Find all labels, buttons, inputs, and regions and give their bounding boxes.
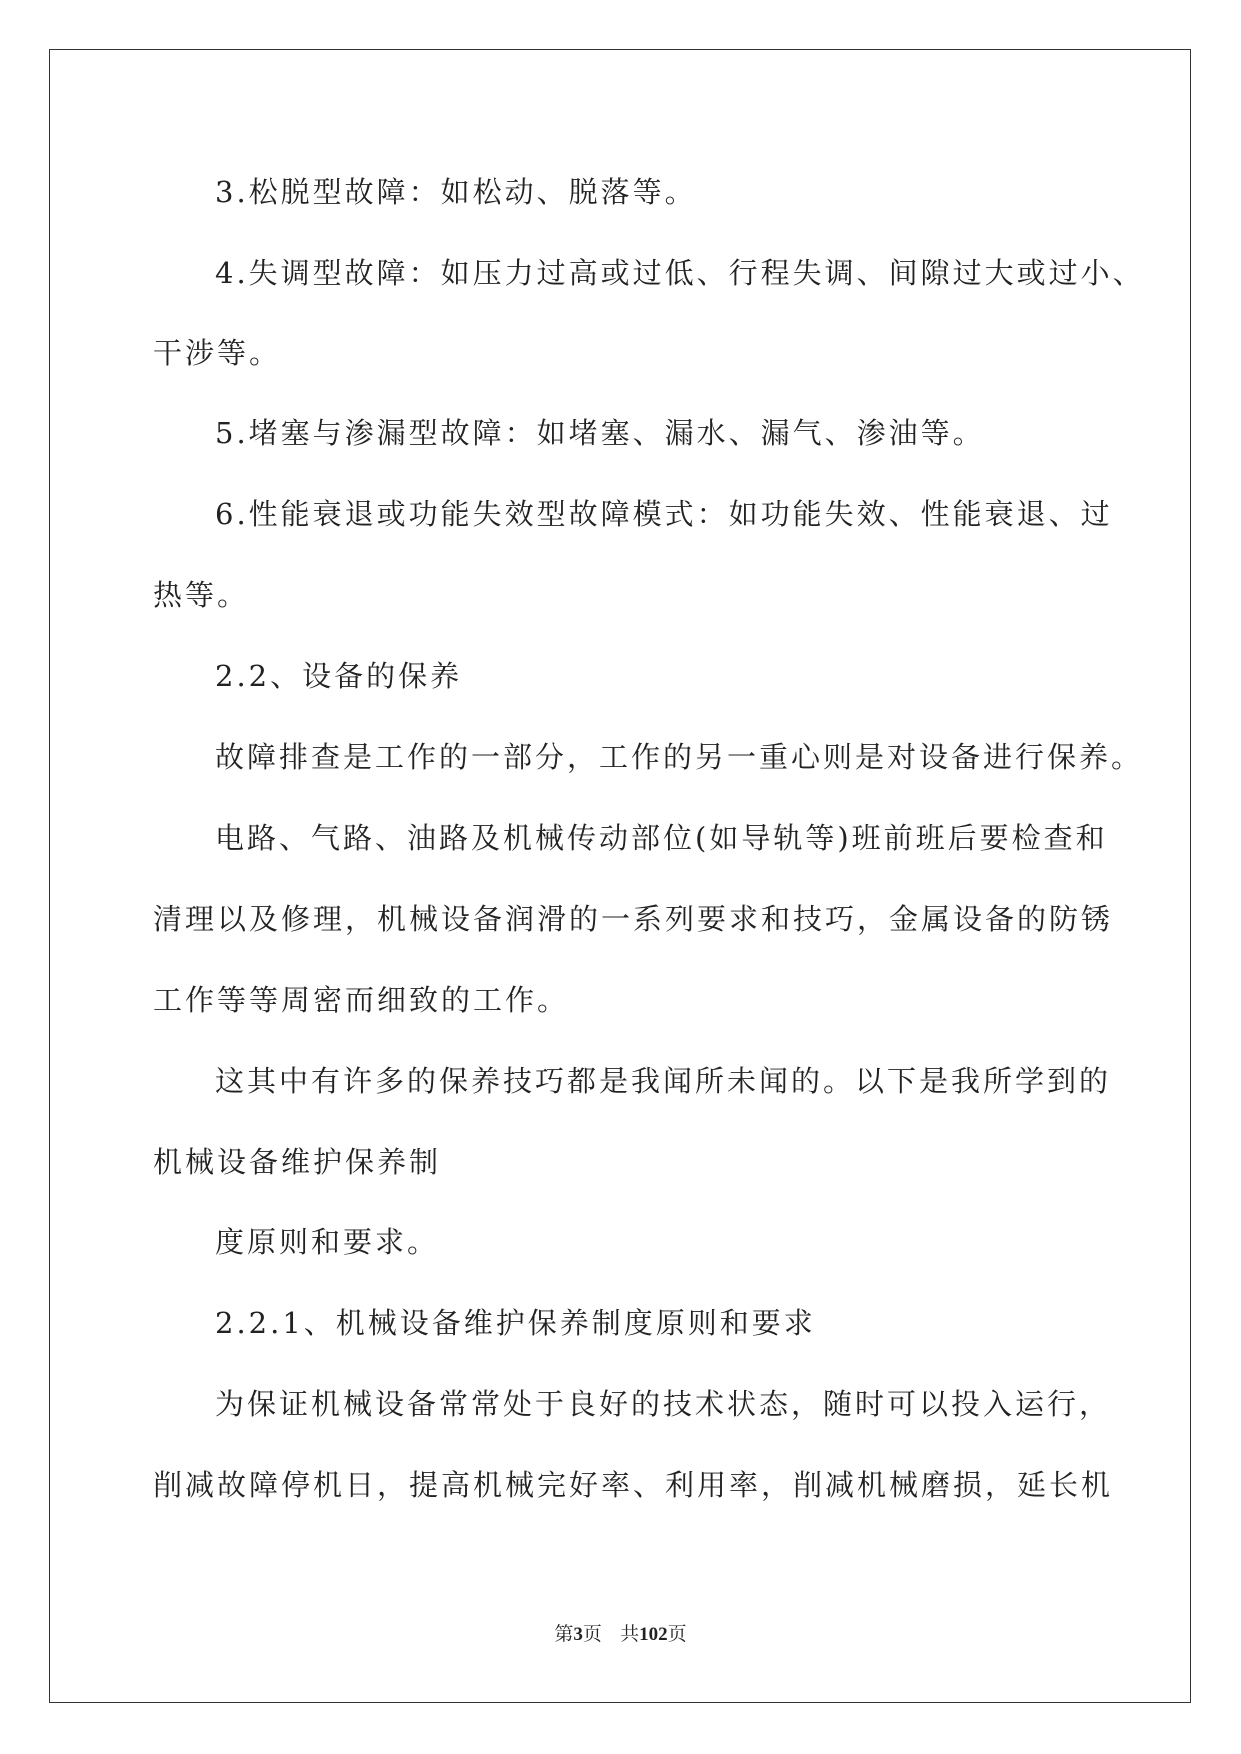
list-item-degradation-fault-cont: 热等。	[153, 578, 250, 612]
footer-total-pages: 102	[639, 1624, 668, 1645]
section-heading-principles: 2.2.1、机械设备维护保养制度原则和要求	[215, 1306, 816, 1340]
paragraph-line: 削减故障停机日，提高机械完好率、利用率，削减机械磨损，延长机	[153, 1468, 1114, 1502]
section-heading-maintenance: 2.2、设备的保养	[215, 659, 463, 693]
list-item-misadjust-fault-cont: 干涉等。	[153, 336, 282, 370]
paragraph-line: 工作等等周密而细致的工作。	[153, 983, 570, 1017]
paragraph-line: 故障排查是工作的一部分，工作的另一重心则是对设备进行保养。	[215, 740, 1144, 774]
page-footer	[0, 1622, 1241, 1647]
list-item-blockage-fault: 5.堵塞与渗漏型故障：如堵塞、漏水、漏气、渗油等。	[215, 416, 985, 450]
paragraph-line: 度原则和要求。	[215, 1225, 440, 1259]
footer-total-prefix: 共	[620, 1623, 640, 1645]
paragraph-line: 清理以及修理，机械设备润滑的一系列要求和技巧，金属设备的防锈	[153, 902, 1114, 936]
footer-page-suffix: 页	[582, 1623, 602, 1645]
page-border	[49, 49, 1191, 1703]
list-item-misadjust-fault: 4.失调型故障：如压力过高或过低、行程失调、间隙过大或过小、	[215, 256, 1145, 290]
paragraph-line: 电路、气路、油路及机械传动部位(如导轨等)班前班后要检查和	[215, 821, 1108, 855]
footer-page-number: 3	[573, 1624, 583, 1645]
list-item-loose-fault: 3.松脱型故障：如松动、脱落等。	[215, 175, 697, 209]
paragraph-line: 这其中有许多的保养技巧都是我闻所未闻的。以下是我所学到的	[215, 1064, 1112, 1098]
footer-prefix: 第	[554, 1623, 574, 1645]
paragraph-line: 机械设备维护保养制	[153, 1145, 442, 1179]
footer-total-suffix: 页	[667, 1623, 687, 1645]
list-item-degradation-fault: 6.性能衰退或功能失效型故障模式：如功能失效、性能衰退、过	[215, 497, 1113, 531]
paragraph-line: 为保证机械设备常常处于良好的技术状态，随时可以投入运行，	[215, 1387, 1112, 1421]
